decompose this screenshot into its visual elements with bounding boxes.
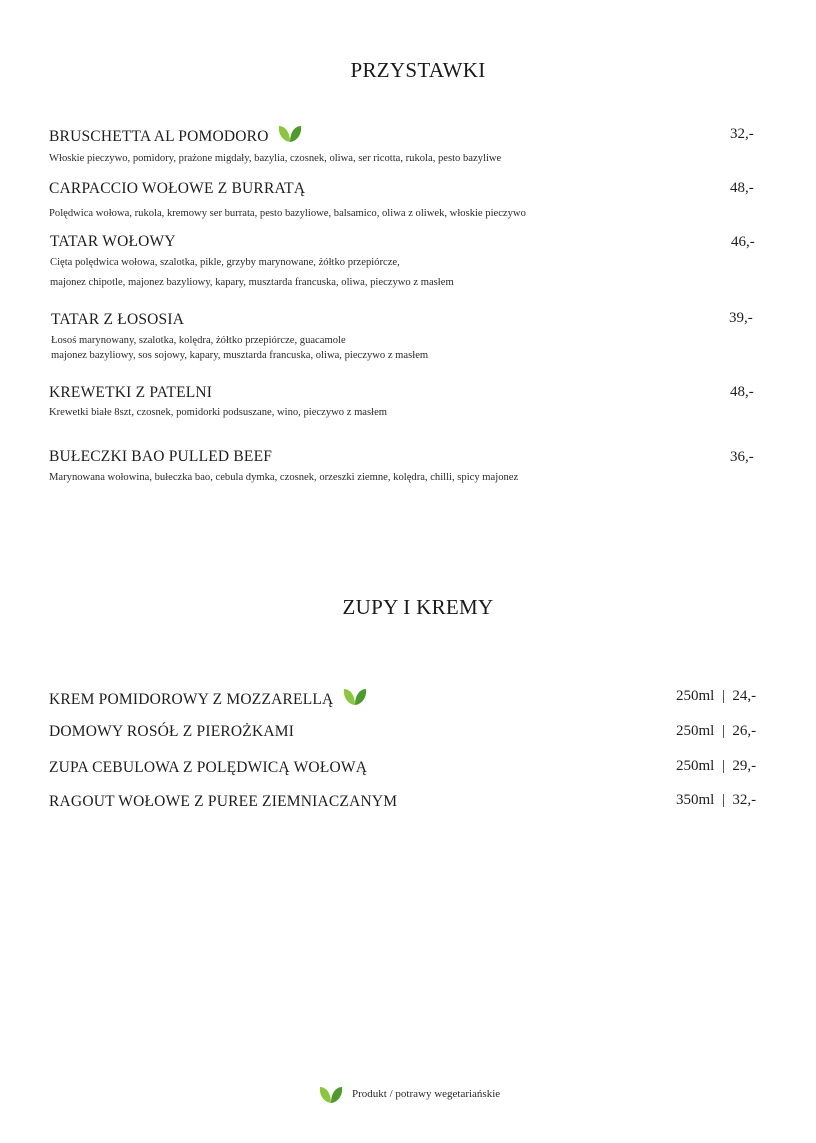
- dish-name-rosol: DOMOWY ROSÓŁ Z PIEROŻKAMI: [49, 723, 295, 740]
- dish-description-tatar-wolowy-line2: majonez chipotle, majonez bazyliowy, kapary, musztarda francuska, oliwa, pieczywo z masłem: [50, 277, 454, 288]
- dish-description-carpaccio: Polędwica wołowa, rukola, kremowy ser burrata, pesto bazyliowe, balsamico, oliwa z oliwek, włoskie pieczywo: [49, 208, 526, 219]
- vegetarian-legend-label: Produkt / potrawy wegetariańskie: [352, 1088, 501, 1100]
- dish-price-label: 250ml | 26,-: [676, 723, 757, 739]
- vegetarian-legend: [318, 1083, 500, 1105]
- dish-description-buleczki-bao: Marynowana wołowina, bułeczka bao, cebula dymka, czosnek, orzeszki ziemne, kolędra, chilli, spicy majonez: [49, 472, 519, 483]
- leaf-icon: [318, 1084, 344, 1104]
- dish-price-bruschetta: 32,-: [730, 126, 754, 142]
- dish-price-ragout: [676, 792, 756, 809]
- dish-name-zupa-cebulowa: ZUPA CEBULOWA Z POLĘDWICĄ WOŁOWĄ: [49, 759, 368, 776]
- vegetarian-leaf-icon: [277, 123, 303, 148]
- dish-price-tatar-wolowy: 46,-: [731, 234, 755, 250]
- section-title-soups: ZUPY I KREMY: [342, 595, 494, 619]
- dish-description-tatar-z-lososia-line1: Łosoś marynowany, szalotka, kolędra, żółtko przepiórcze, guacamole: [51, 335, 346, 346]
- dish-price-label: 250ml | 29,-: [676, 758, 757, 774]
- dish-price-label: 250ml | 24,-: [676, 688, 757, 704]
- dish-price-krem-pomidorowy: [676, 688, 756, 705]
- dish-name-bruschetta: [49, 125, 303, 150]
- dish-name-ragout: RAGOUT WOŁOWE Z PUREE ZIEMNIACZANYM: [49, 793, 398, 810]
- dish-name-carpaccio: CARPACCIO WOŁOWE Z BURRATĄ: [49, 180, 306, 197]
- dish-price-buleczki-bao: 36,-: [730, 449, 754, 465]
- dish-name-label: BRUSCHETTA AL POMODORO: [49, 128, 269, 146]
- dish-price-tatar-z-lososia: 39,-: [729, 310, 753, 326]
- dish-price-label: 350ml | 32,-: [676, 792, 757, 808]
- dish-price-zupa-cebulowa: [676, 758, 756, 775]
- dish-name-tatar-wolowy: TATAR WOŁOWY: [50, 233, 176, 250]
- dish-name-krewetki: KREWETKI Z PATELNI: [49, 384, 213, 401]
- dish-description-tatar-wolowy-line1: Cięta polędwica wołowa, szalotka, pikle, grzyby marynowane, żółtko przepiórcze,: [50, 257, 400, 268]
- dish-price-krewetki: 48,-: [730, 384, 754, 400]
- vegetarian-leaf-icon: [342, 686, 368, 711]
- dish-description-tatar-z-lososia-line2: majonez bazyliowy, sos sojowy, kapary, musztarda francuska, oliwa, pieczywo z masłem: [51, 350, 429, 361]
- dish-name-buleczki-bao: BUŁECZKI BAO PULLED BEEF: [49, 448, 273, 465]
- dish-name-krem-pomidorowy: [49, 688, 368, 713]
- section-title-starters: PRZYSTAWKI: [350, 58, 486, 82]
- dish-name-tatar-z-lososia: TATAR Z ŁOSOSIA: [51, 311, 185, 328]
- dish-description-bruschetta: Włoskie pieczywo, pomidory, prażone migdały, bazylia, czosnek, oliwa, ser ricotta, rukola, pesto bazyliwe: [49, 153, 502, 164]
- dish-price-carpaccio: 48,-: [730, 180, 754, 196]
- dish-description-krewetki: Krewetki białe 8szt, czosnek, pomidorki podsuszane, wino, pieczywo z masłem: [49, 407, 388, 418]
- dish-name-label: KREM POMIDOROWY Z MOZZARELLĄ: [49, 691, 334, 709]
- dish-price-rosol: [676, 723, 756, 740]
